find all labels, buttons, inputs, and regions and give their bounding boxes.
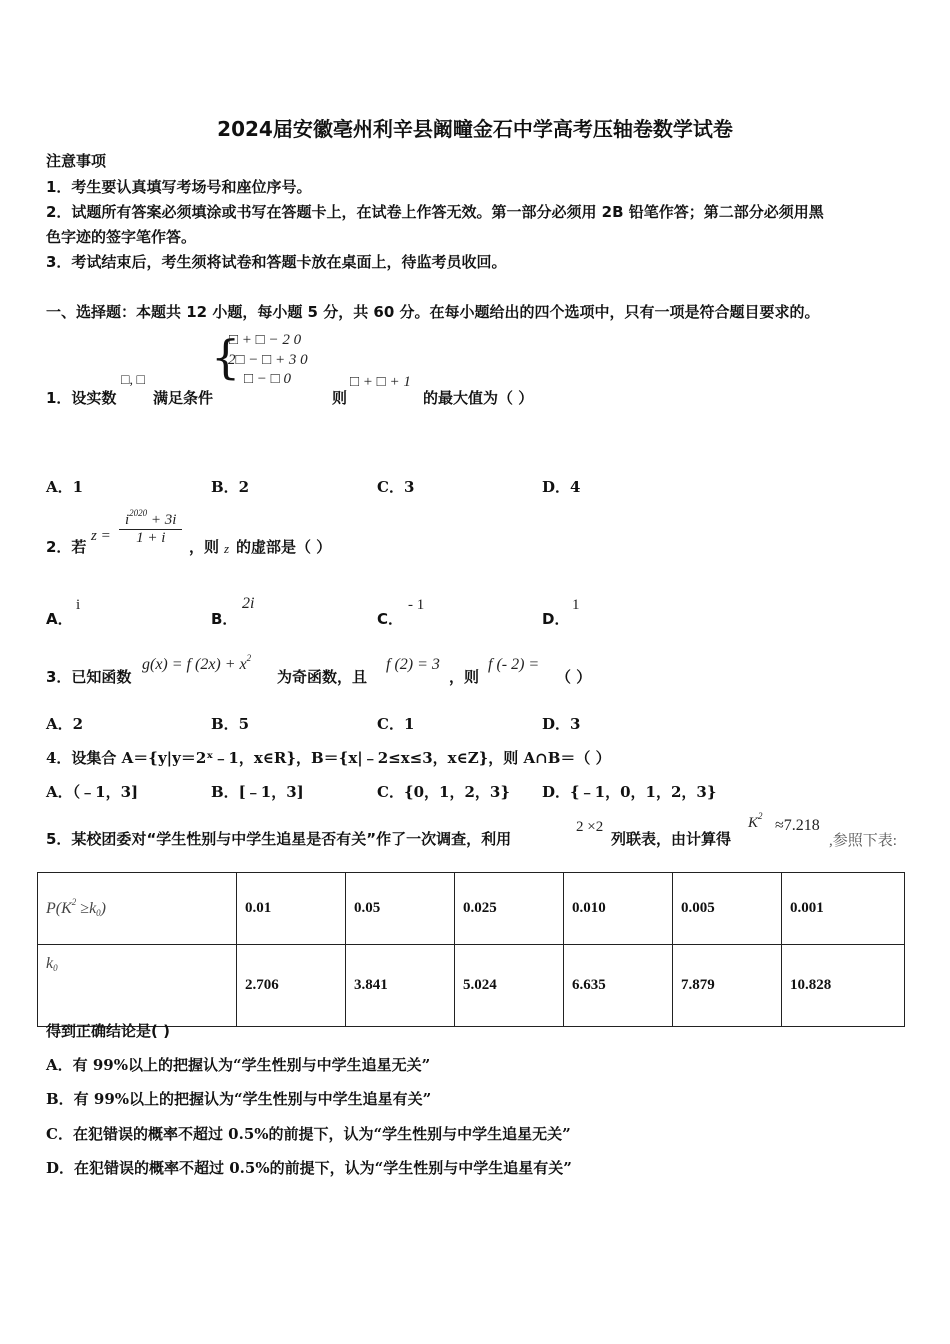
- q3-prefix: 3．已知函数: [46, 668, 132, 686]
- table-row-header-k0: [38, 945, 237, 1027]
- q3-suffix: （ ）: [556, 668, 592, 686]
- q3-option-c[interactable]: C．1: [377, 715, 415, 733]
- q3-option-d[interactable]: D．3: [542, 715, 581, 733]
- q2-mid: ，则: [189, 538, 220, 556]
- section-heading: 一、选择题：本题共 12 小题，每小题 5 分，共 60 分。在每小题给出的四个选项中，只有一项是符合题目要求的。: [46, 303, 820, 321]
- table-cell: 0.025: [455, 873, 564, 945]
- q2-option-a-letter[interactable]: A．: [46, 610, 73, 628]
- q2-option-d-letter[interactable]: D．: [542, 610, 570, 628]
- q3-g-definition: [142, 653, 252, 674]
- q1-condition-2: 2□ − □ + 3 0: [228, 352, 308, 368]
- table-row-header-probability: $P(K^2 \ge k_0)$: [38, 873, 237, 945]
- q2-numerator-tail: + 3i: [147, 512, 177, 528]
- table-cell: 0.001: [782, 873, 905, 945]
- q3-f2: f (2) = 3: [386, 656, 440, 673]
- table-cell: 0.01: [237, 873, 346, 945]
- table-cell: 0.010: [564, 873, 673, 945]
- q2-option-b-value: 2i: [242, 595, 255, 612]
- q3-g-text: g(x) = f (2x) + x: [142, 656, 247, 673]
- q5-prefix: 5．某校团委对“学生性别与中学生追星是否有关”作了一次调查，利用: [46, 830, 512, 848]
- notice-item-1: 1．考生要认真填写考场号和座位序号。: [46, 178, 312, 196]
- q5-suffix: ,参照下表:: [829, 833, 897, 849]
- q5-option-d[interactable]: D．在犯错误的概率不超过 0.5%的前提下，认为“学生性别与中学生追星有关”: [46, 1159, 572, 1177]
- q1-option-c[interactable]: C．3: [377, 478, 415, 496]
- page-title: 2024届安徽亳州利辛县阚疃金石中学高考压轴卷数学试卷: [217, 117, 733, 141]
- notice-item-2: 2．试题所有答案必须填涂或书写在答题卡上，在试卷上作答无效。第一部分必须用 2B 铅笔作答；第二部分必须用黑: [46, 203, 824, 221]
- q4-option-c[interactable]: C．{0，1，2，3}: [377, 783, 510, 801]
- q5-option-b[interactable]: B．有 99%以上的把握认为“学生性别与中学生追星有关”: [46, 1090, 432, 1108]
- q3-f-neg2: f (- 2) =: [488, 656, 540, 673]
- q5-table-size: 2 ×2: [576, 819, 604, 835]
- q5-conclusion: 得到正确结论是( ): [46, 1022, 170, 1040]
- k0-head-sub: 0: [53, 963, 58, 973]
- table-cell: 5.024: [455, 945, 564, 1027]
- table-cell: 10.828: [782, 945, 905, 1027]
- q1-option-b[interactable]: B．2: [211, 478, 250, 496]
- prob-head-text: P(K: [46, 899, 72, 917]
- prob-head-sub: 0: [96, 907, 101, 918]
- q3-mid: 为奇函数，且: [277, 668, 368, 686]
- notice-heading: 注意事项: [46, 152, 107, 170]
- q2-option-c-letter[interactable]: C．: [377, 610, 404, 628]
- q4-option-d[interactable]: D．{﹣1，0，1，2，3}: [542, 783, 717, 801]
- q3-then: ，则: [449, 668, 480, 686]
- q2-option-d-value: 1: [572, 597, 580, 613]
- q1-condition-1: □ + □ − 2 0: [229, 332, 302, 348]
- q2-prefix: 2．若: [46, 538, 87, 556]
- q1-suffix: 的最大值为（ ）: [423, 389, 534, 407]
- q1-expression: □ + □ + 1: [350, 374, 411, 390]
- q5-option-a[interactable]: A．有 99%以上的把握认为“学生性别与中学生追星无关”: [46, 1056, 431, 1074]
- table-cell: 0.05: [346, 873, 455, 945]
- q2-z: z: [224, 541, 230, 556]
- q2-z-equals: z =: [91, 528, 111, 544]
- table-row: [38, 945, 905, 1027]
- q1-condition-3: □ − □ 0: [244, 371, 291, 387]
- q5-k: K: [748, 815, 759, 831]
- q3-option-a[interactable]: A．2: [46, 715, 84, 733]
- table-cell: 6.635: [564, 945, 673, 1027]
- q3-option-b[interactable]: B．5: [211, 715, 250, 733]
- notice-item-3: 3．考试结束后，考生须将试卷和答题卡放在桌面上，待监考员收回。: [46, 253, 507, 271]
- q1-vars: □, □: [121, 373, 145, 388]
- prob-head-exp: 2: [71, 896, 77, 907]
- q2-option-a-value: i: [76, 597, 81, 613]
- prob-head-tail: ≥k: [76, 899, 97, 917]
- q1-option-d[interactable]: D．4: [542, 478, 581, 496]
- k0-head-text: k: [46, 955, 54, 972]
- table-row: [38, 873, 905, 945]
- q2-fraction: [119, 508, 182, 547]
- q2-numerator-exponent: 2020: [129, 508, 148, 518]
- q1-prefix: 1．设实数: [46, 389, 117, 407]
- q5-k-value: ≈7.218: [775, 817, 820, 834]
- q1-mid: 满足条件: [153, 389, 214, 407]
- table-cell: 0.005: [673, 873, 782, 945]
- q2-option-c-value: - 1: [408, 597, 425, 613]
- q4-option-b[interactable]: B．[﹣1，3]: [211, 783, 304, 801]
- q5-option-c[interactable]: C．在犯错误的概率不超过 0.5%的前提下，认为“学生性别与中学生追星无关”: [46, 1125, 571, 1143]
- q1-then: 则: [332, 389, 348, 407]
- system-brace: {: [211, 330, 241, 384]
- q2-numerator-base: i: [125, 512, 130, 528]
- q5-k-squared: [748, 811, 763, 832]
- q4-option-a[interactable]: A．（﹣1，3]: [46, 783, 139, 801]
- q4-text: 4．设集合 A＝{y|y＝2ˣ﹣1，x∈R}，B＝{x|﹣2≤x≤3，x∈Z}，则 A∩B＝（ ）: [46, 749, 611, 767]
- q5-mid: 列联表，由计算得: [611, 830, 732, 848]
- q2-denominator: 1 + i: [136, 530, 166, 546]
- table-cell: 7.879: [673, 945, 782, 1027]
- q1-option-a[interactable]: A．1: [46, 478, 84, 496]
- table-cell: 2.706: [237, 945, 346, 1027]
- notice-item-2-cont: 色字迹的签字笔作答。: [46, 228, 197, 246]
- q3-g-exponent: 2: [246, 653, 252, 663]
- q2-option-b-letter[interactable]: B．: [211, 610, 238, 628]
- critical-value-table: [37, 872, 905, 1027]
- q2-suffix: 的虚部是（ ）: [236, 538, 332, 556]
- table-cell: 3.841: [346, 945, 455, 1027]
- q5-k-exponent: 2: [758, 811, 763, 821]
